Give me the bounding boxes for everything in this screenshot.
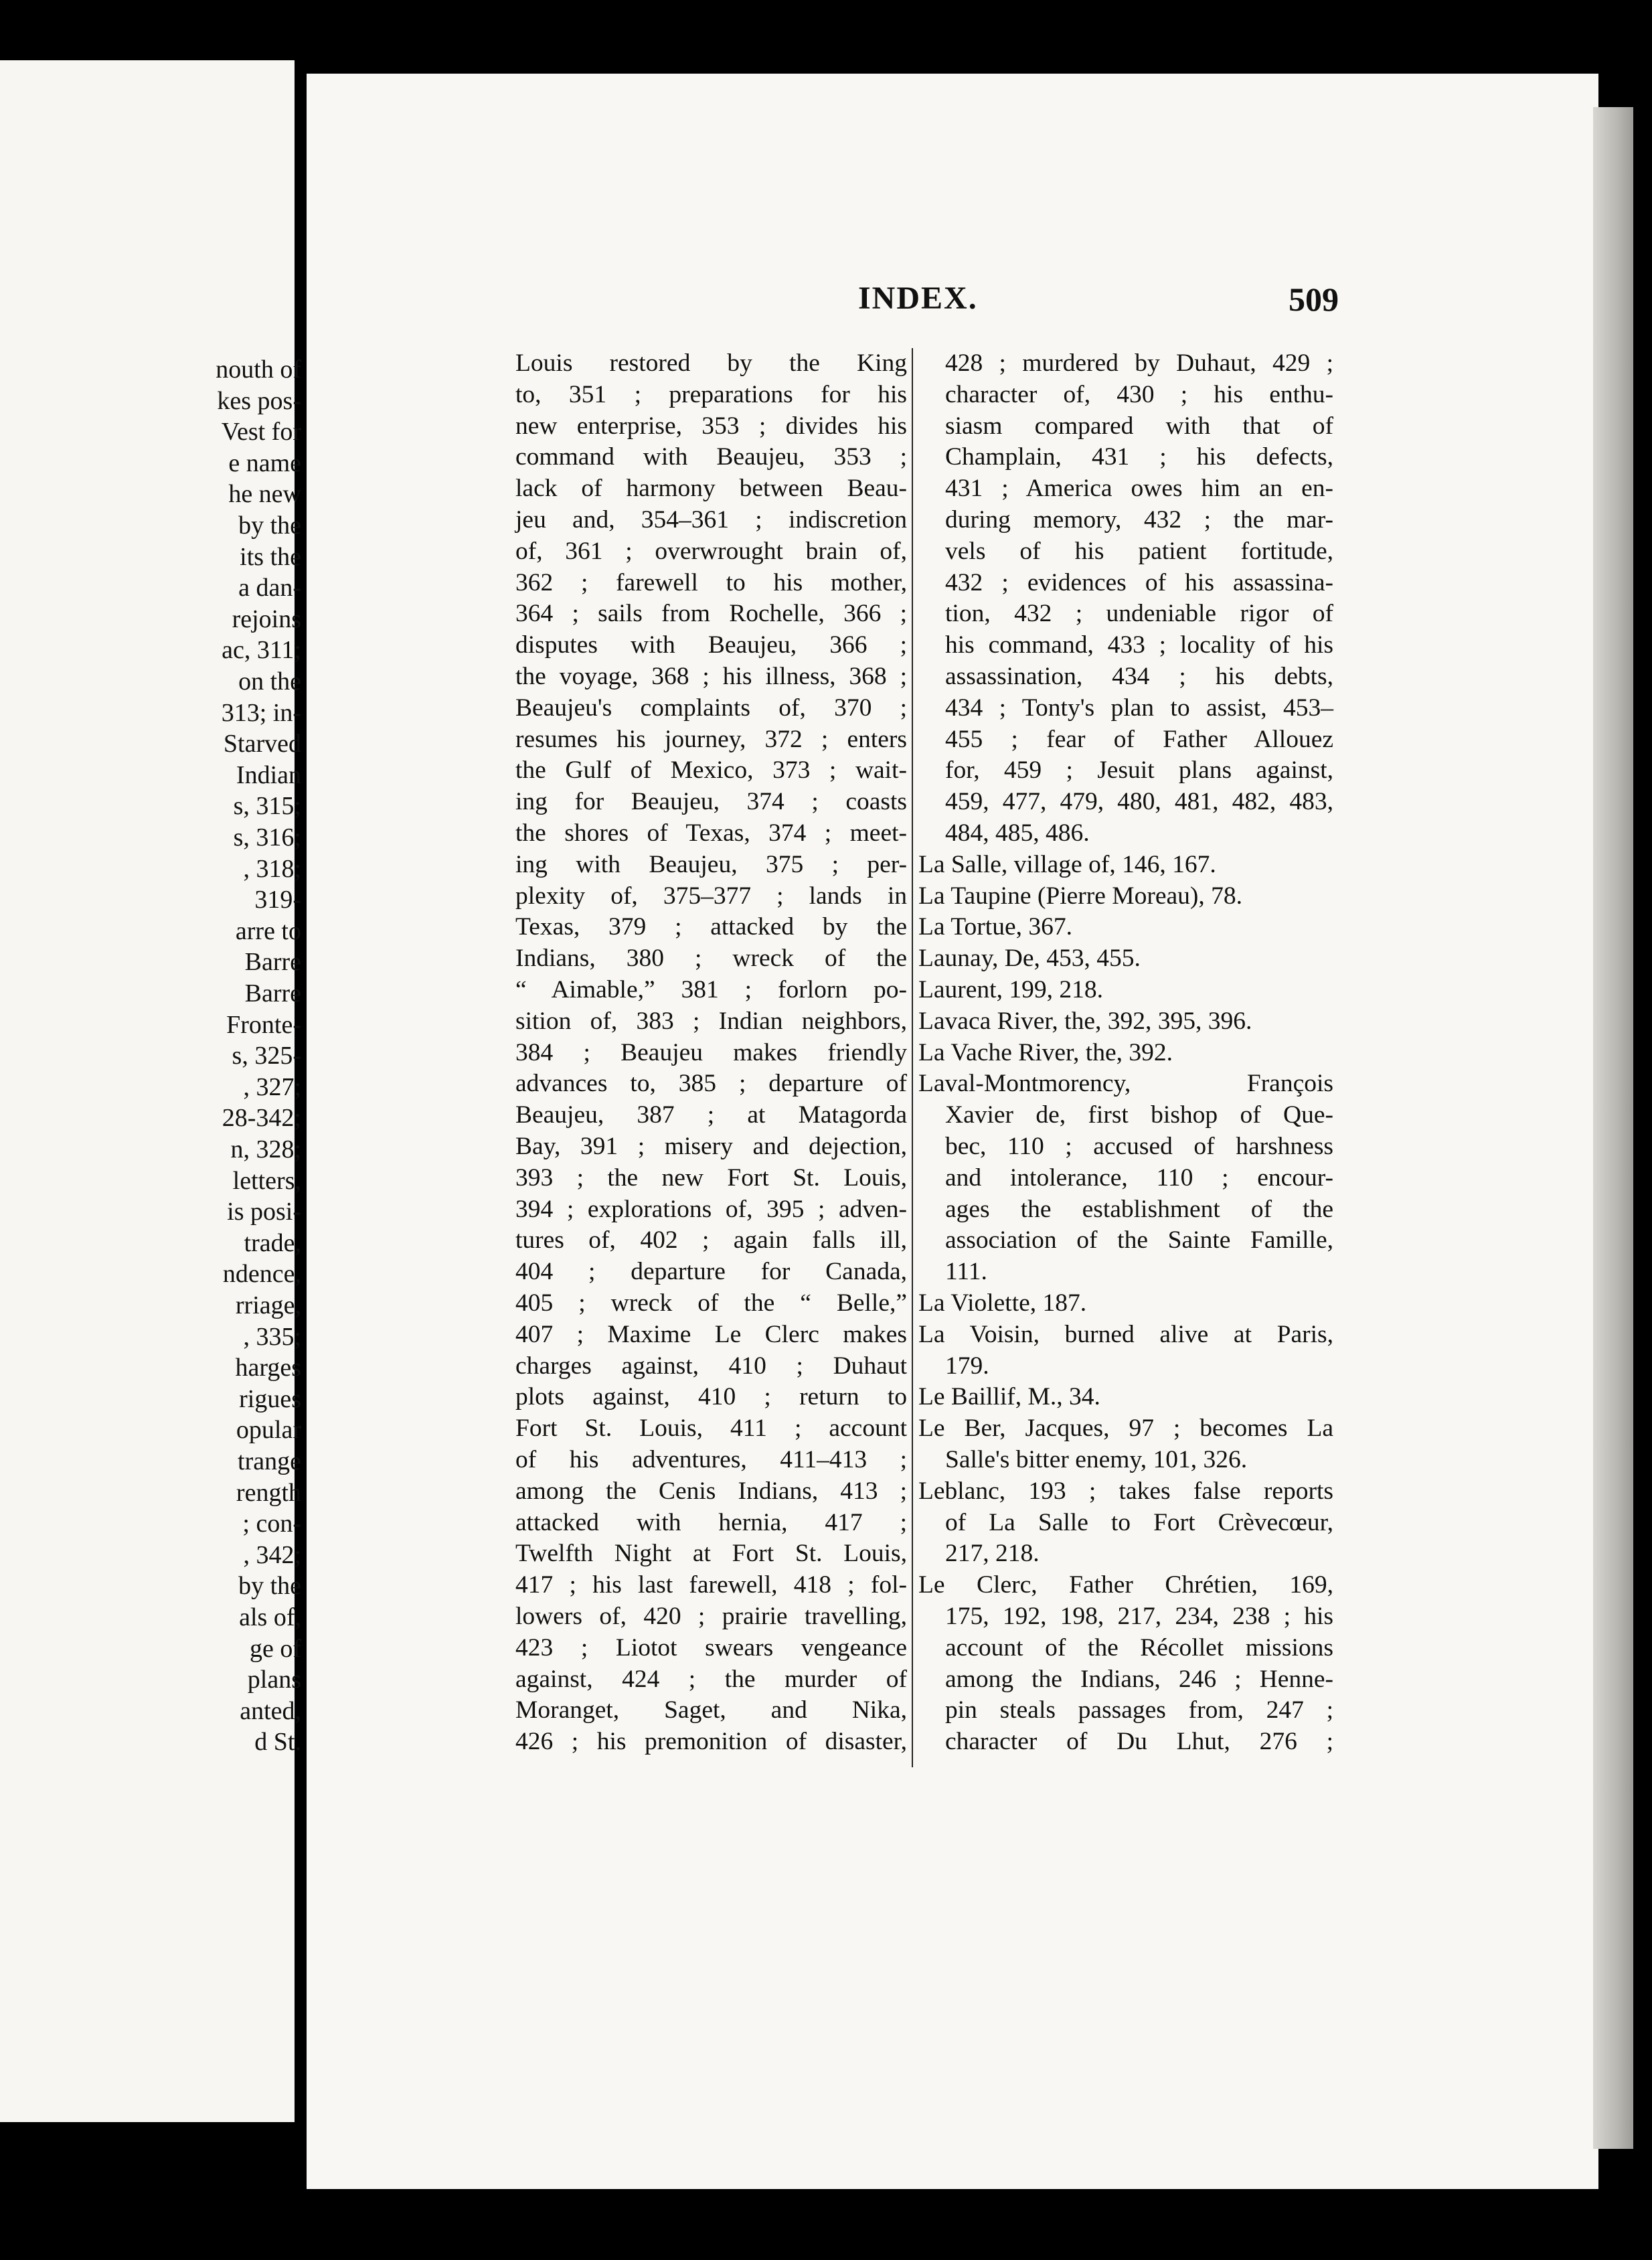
index-line: 426 ; his premonition of disaster, [515, 1728, 907, 1756]
index-line: disputes with Beaujeu, 366 ; [515, 631, 907, 659]
index-line-continuation: character of Du Lhut, 276 ; [945, 1728, 1333, 1756]
index-line-continuation: 217, 218. [945, 1540, 1040, 1568]
column-divider [912, 348, 913, 1767]
left-fragment-line: e name [228, 449, 301, 477]
index-line-continuation: account of the Récollet missions [945, 1633, 1333, 1662]
index-line-continuation: for, 459 ; Jesuit plans against, [945, 756, 1333, 785]
left-fragment-line: ac, 311; [222, 636, 301, 665]
index-line: of his adventures, 411–413 ; [515, 1446, 907, 1473]
index-line: 407 ; Maxime Le Clerc makes [515, 1320, 907, 1348]
left-fragment-line: Fronte- [226, 1010, 301, 1039]
left-fragment-line: 313; in- [221, 698, 301, 727]
left-fragment-line: kes pos- [217, 386, 301, 415]
left-fragment-line: 319- [254, 886, 301, 914]
left-fragment-line: ndence, [222, 1260, 301, 1289]
left-fragment-line: Barre [244, 948, 301, 977]
index-entry: Lavaca River, the, 392, 395, 396. [918, 1007, 1252, 1035]
index-line: of, 361 ; overwrought brain of, [515, 537, 907, 565]
index-entry: La Salle, village of, 146, 167. [918, 850, 1216, 878]
left-fragment-line: s, 316; [233, 823, 301, 852]
left-fragment-line: trange [238, 1447, 301, 1475]
index-line: lowers of, 420 ; prairie travelling, [515, 1603, 907, 1630]
index-line: Texas, 379 ; attacked by the [515, 913, 907, 941]
index-line-continuation: and intolerance, 110 ; encour- [945, 1163, 1333, 1192]
index-line: 362 ; farewell to his mother, [515, 568, 907, 596]
left-fragment-line: is posi- [227, 1198, 301, 1226]
index-entry: La Tortue, 367. [918, 913, 1072, 941]
left-fragment-line: rigues [239, 1384, 301, 1413]
index-entry: Le Baillif, M., 34. [918, 1383, 1100, 1411]
index-entry: La Vache River, the, 392. [918, 1038, 1173, 1066]
index-line-continuation: vels of his patient fortitude, [945, 537, 1333, 565]
index-line: sition of, 383 ; Indian neighbors, [515, 1007, 907, 1035]
index-line-continuation: among the Indians, 246 ; Henne- [945, 1665, 1333, 1693]
index-line-continuation: Champlain, 431 ; his defects, [945, 443, 1333, 471]
index-entry: La Violette, 187. [918, 1289, 1087, 1317]
left-fragment-line: n, 328; [230, 1135, 301, 1163]
page-number: 509 [1289, 280, 1339, 318]
index-line: 405 ; wreck of the “ Belle,” [515, 1289, 907, 1317]
index-line: resumes his journey, 372 ; enters [515, 725, 907, 753]
index-line: new enterprise, 353 ; divides his [515, 412, 907, 440]
index-entry: Laurent, 199, 218. [918, 976, 1103, 1003]
index-entry: Launay, De, 453, 455. [918, 945, 1141, 973]
index-line: plots against, 410 ; return to [515, 1383, 907, 1411]
index-line: Fort St. Louis, 411 ; account [515, 1415, 907, 1443]
left-fragment-line: rength [236, 1478, 301, 1507]
left-fragment-line: 28-342; [222, 1104, 301, 1133]
index-line-continuation: character of, 430 ; his enthu- [945, 380, 1333, 408]
left-page-fragment [0, 60, 301, 2122]
left-fragment-line: by the [238, 511, 301, 540]
index-line-continuation: 179. [945, 1352, 989, 1380]
index-line-continuation: bec, 110 ; accused of harshness [945, 1133, 1333, 1160]
index-line: against, 424 ; the murder of [515, 1665, 907, 1693]
index-line: the Gulf of Mexico, 373 ; wait- [515, 756, 907, 785]
index-line: 364 ; sails from Rochelle, 366 ; [515, 600, 907, 628]
left-fragment-line: ; con- [242, 1510, 301, 1538]
index-line: among the Cenis Indians, 413 ; [515, 1477, 907, 1505]
index-line-continuation: ages the establishment of the [945, 1195, 1333, 1223]
index-line: 394 ; explorations of, 395 ; adven- [515, 1195, 907, 1223]
index-entry: La Voisin, burned alive at Paris, [918, 1320, 1333, 1348]
index-line-continuation: of La Salle to Fort Crèvecœur, [945, 1508, 1333, 1536]
index-line: tures of, 402 ; again falls ill, [515, 1226, 907, 1255]
index-line: lack of harmony between Beau- [515, 475, 907, 503]
left-fragment-line: s, 325- [232, 1042, 301, 1070]
index-line-continuation: siasm compared with that of [945, 412, 1333, 440]
left-fragment-line: , 342; [243, 1540, 301, 1569]
index-line-continuation: 431 ; America owes him an en- [945, 475, 1333, 503]
index-line: command with Beaujeu, 353 ; [515, 443, 907, 471]
left-fragment-line: plans [247, 1666, 301, 1694]
index-line-continuation: 432 ; evidences of his assassina- [945, 568, 1333, 596]
index-line: Moranget, Saget, and Nika, [515, 1696, 907, 1724]
index-line: the voyage, 368 ; his illness, 368 ; [515, 663, 907, 690]
index-entry: Le Ber, Jacques, 97 ; becomes La [918, 1415, 1333, 1443]
index-line-continuation: Xavier de, first bishop of Que- [945, 1101, 1333, 1129]
left-fragment-line: he new [228, 480, 301, 509]
index-line: attacked with hernia, 417 ; [515, 1508, 907, 1536]
index-line: Twelfth Night at Fort St. Louis, [515, 1540, 907, 1568]
index-line-continuation: 175, 192, 198, 217, 234, 238 ; his [945, 1603, 1333, 1630]
index-line: to, 351 ; preparations for his [515, 380, 907, 408]
left-fragment-line: anted, [240, 1696, 301, 1725]
left-fragment-line: s, 315; [233, 792, 301, 821]
index-line-continuation: 434 ; Tonty's plan to assist, 453– [945, 694, 1333, 722]
index-line-continuation: 428 ; murdered by Duhaut, 429 ; [945, 349, 1333, 377]
index-line-continuation: association of the Sainte Famille, [945, 1226, 1333, 1255]
index-entry: Leblanc, 193 ; takes false reports [918, 1477, 1333, 1505]
left-fragment-line: by the [238, 1572, 301, 1601]
left-fragment-line: , 335; [243, 1322, 301, 1351]
left-fragment-line: trade, [244, 1228, 301, 1257]
index-line-continuation: during memory, 432 ; the mar- [945, 506, 1333, 534]
left-fragment-line: Indian [236, 760, 301, 789]
left-fragment-line: harges [235, 1354, 301, 1382]
index-entry: Laval-Montmorency, François [918, 1070, 1333, 1098]
index-line: 423 ; Liotot swears vengeance [515, 1633, 907, 1662]
index-line: Indians, 380 ; wreck of the [515, 945, 907, 973]
left-fragment-line: , 318; [243, 854, 301, 883]
index-line: ing with Beaujeu, 375 ; per- [515, 850, 907, 878]
left-fragment-line: Vest for [221, 418, 301, 447]
left-fragment-line: d St. [254, 1728, 301, 1757]
index-line-continuation: 484, 485, 486. [945, 819, 1090, 847]
index-line-continuation: Salle's bitter enemy, 101, 326. [945, 1446, 1248, 1473]
left-fragment-line: Barre [244, 979, 301, 1007]
index-line: advances to, 385 ; departure of [515, 1070, 907, 1098]
index-line-continuation: 111. [945, 1258, 987, 1286]
index-line: the shores of Texas, 374 ; meet- [515, 819, 907, 847]
left-fragment-line: letters, [232, 1166, 301, 1195]
index-line: 393 ; the new Fort St. Louis, [515, 1163, 907, 1192]
left-fragment-line: nouth of [216, 355, 301, 384]
left-fragment-line: , 327; [243, 1072, 301, 1101]
index-line: plexity of, 375–377 ; lands in [515, 882, 907, 910]
index-line: 417 ; his last farewell, 418 ; fol- [515, 1571, 907, 1599]
index-line-continuation: tion, 432 ; undeniable rigor of [945, 600, 1333, 628]
left-fragment-line: opular [236, 1416, 301, 1445]
index-line-continuation: 455 ; fear of Father Allouez [945, 725, 1333, 753]
page-edge [1593, 107, 1633, 2149]
index-line: 384 ; Beaujeu makes friendly [515, 1038, 907, 1066]
left-fragment-line: on the [238, 667, 301, 696]
left-fragment-line: als of, [239, 1603, 301, 1631]
index-line: jeu and, 354–361 ; indiscretion [515, 506, 907, 534]
index-line: Beaujeu's complaints of, 370 ; [515, 694, 907, 722]
index-line: 404 ; departure for Canada, [515, 1258, 907, 1286]
index-line: charges against, 410 ; Duhaut [515, 1352, 907, 1380]
index-entry: Le Clerc, Father Chrétien, 169, [918, 1571, 1333, 1599]
index-line-continuation: pin steals passages from, 247 ; [945, 1696, 1333, 1724]
left-fragment-line: its the [240, 542, 301, 571]
running-header: INDEX. [858, 280, 978, 316]
index-line: ing for Beaujeu, 374 ; coasts [515, 788, 907, 816]
left-fragment-line: a dan- [238, 574, 301, 602]
index-line: Louis restored by the King [515, 349, 907, 377]
index-line-continuation: 459, 477, 479, 480, 481, 482, 483, [945, 788, 1333, 816]
left-fragment-line: arre to [235, 916, 301, 945]
index-line: “ Aimable,” 381 ; forlorn po- [515, 976, 907, 1003]
left-fragment-line: Starved [223, 730, 301, 758]
left-fragment-line: ge of [249, 1634, 301, 1663]
index-line-continuation: his command, 433 ; locality of his [945, 631, 1333, 659]
left-fragment-line: rriage, [235, 1291, 301, 1319]
index-line: Beaujeu, 387 ; at Matagorda [515, 1101, 907, 1129]
index-line-continuation: assassination, 434 ; his debts, [945, 663, 1333, 690]
index-line: Bay, 391 ; misery and dejection, [515, 1133, 907, 1160]
left-fragment-line: rejoins [232, 604, 301, 633]
index-entry: La Taupine (Pierre Moreau), 78. [918, 882, 1243, 910]
